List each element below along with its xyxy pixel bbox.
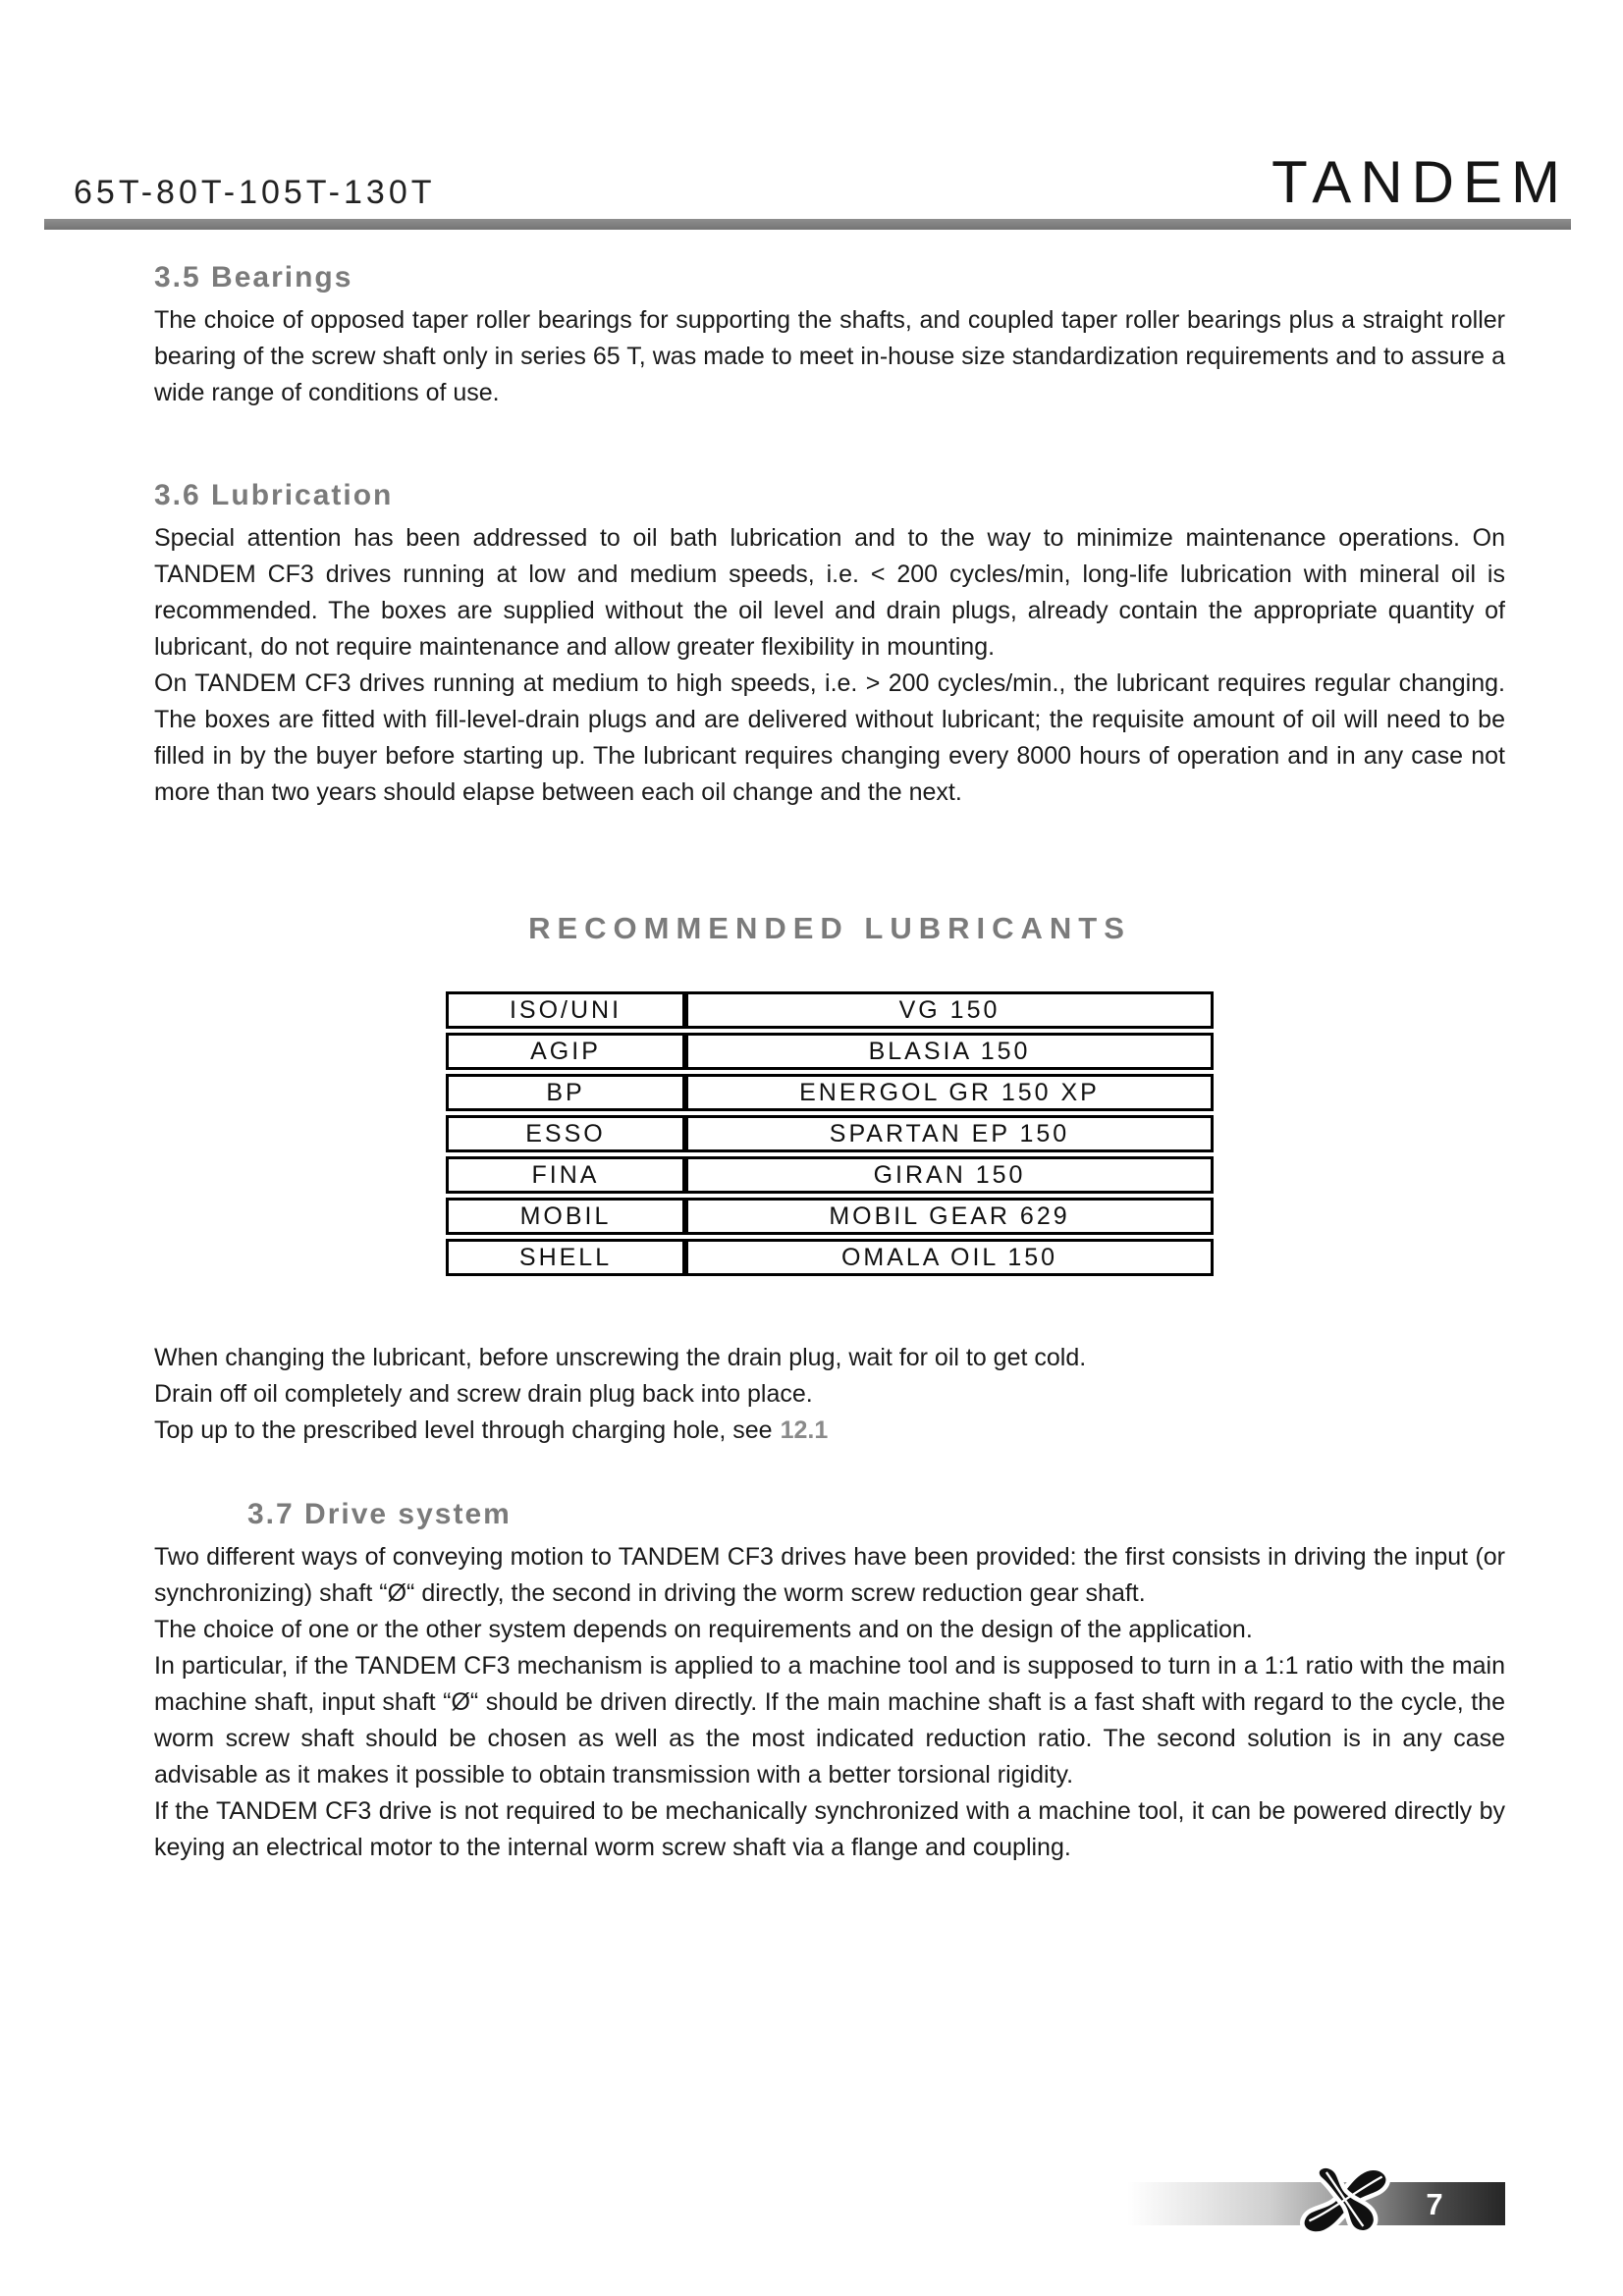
table-row	[446, 1074, 1214, 1111]
brand-cell: SHELL	[446, 1239, 685, 1276]
page-header	[74, 149, 1569, 215]
lubricants-table	[446, 988, 1214, 1280]
table-row	[446, 1115, 1214, 1152]
product-cell: MOBIL GEAR 629	[685, 1198, 1214, 1235]
section-heading-bearings: 3.5 Bearings	[154, 261, 353, 294]
note-line-1: When changing the lubricant, before unscrewing the drain plug, wait for oil to get cold.	[154, 1344, 1087, 1371]
brand-cell: BP	[446, 1074, 685, 1111]
page-number: 7	[1426, 2187, 1443, 2221]
drive-paragraph-4: If the TANDEM CF3 drive is not required to be mechanically synchronized with a machine tool, it can be powered directly by keying an electrical motor to the internal worm screw shaft via a flange and coupling.	[154, 1797, 1505, 1861]
drive-paragraph-3: In particular, if the TANDEM CF3 mechanism is applied to a machine tool and is supposed to turn in a 1:1 ratio with the main machine shaft, input shaft “Ø“ should be driven directly. If the main machine shaft is a fast shaft with regard to the cycle, the worm screw shaft should be chosen as well as the most indicated reduction ratio. The second solution is in any case advisable as it makes it possible to obtain transmission with a better torsional rigidity.	[154, 1652, 1505, 1789]
knot-logo-icon	[1292, 2163, 1400, 2245]
table-row	[446, 1156, 1214, 1194]
product-cell: OMALA OIL 150	[685, 1239, 1214, 1276]
table-row	[446, 1198, 1214, 1235]
brand-cell: ESSO	[446, 1115, 685, 1152]
section-12-1-reference[interactable]: 12.1	[780, 1416, 829, 1444]
section-lubrication	[154, 479, 1505, 811]
lubricant-notes	[154, 1340, 1505, 1449]
lubrication-paragraph-1: Special attention has been addressed to oil bath lubrication and to the way to minimize maintenance operations. On TANDEM CF3 drives running at low and medium speeds, i.e. < 200 cycles/min, long-life lubrication with mineral oil is recommended. The boxes are supplied without the oil level and drain plugs, already contain the appropriate quantity of lubricant, do not require maintenance and allow greater flexibility in mounting.	[154, 524, 1505, 661]
header-rule	[44, 219, 1571, 230]
product-cell: ENERGOL GR 150 XP	[685, 1074, 1214, 1111]
brand-cell: ISO/UNI	[446, 991, 685, 1029]
note-line-3	[154, 1413, 1505, 1449]
model-range-title: 65T-80T-105T-130T	[74, 174, 436, 211]
product-cell: VG 150	[685, 991, 1214, 1029]
table-row	[446, 1239, 1214, 1276]
footer-bar	[1127, 2182, 1505, 2225]
section-heading-lubrication: 3.6 Lubrication	[154, 479, 394, 511]
brand-cell: AGIP	[446, 1033, 685, 1070]
table-row	[446, 1033, 1214, 1070]
brand-cell: FINA	[446, 1156, 685, 1194]
section-drive-system	[154, 1498, 1505, 1866]
lubrication-paragraph-2: On TANDEM CF3 drives running at medium to high speeds, i.e. > 200 cycles/min., the lubricant requires regular changing. The boxes are fitted with fill-level-drain plugs and are delivered without lubricant; the requisite amount of oil will need to be filled in by the buyer before starting up. The lubricant requires changing every 8000 hours of operation and in any case not more than two years should elapse between each oil change and the next.	[154, 669, 1505, 806]
brand-title: TANDEM	[1271, 149, 1569, 215]
drive-paragraph-2: The choice of one or the other system depends on requirements and on the design of the application.	[154, 1616, 1253, 1643]
note-line-2: Drain off oil completely and screw drain plug back into place.	[154, 1380, 813, 1408]
product-cell: SPARTAN EP 150	[685, 1115, 1214, 1152]
table-row	[446, 991, 1214, 1029]
lubricants-block	[154, 911, 1505, 1280]
bearings-paragraph: The choice of opposed taper roller bearings for supporting the shafts, and coupled taper roller bearings plus a straight roller bearing of the screw shaft only in series 65 T, was made to meet in-house size standardization requirements and to assure a wide range of conditions of use.	[154, 306, 1505, 406]
note-line-3-text: Top up to the prescribed level through charging hole, see	[154, 1416, 773, 1444]
section-heading-drive-system: 3.7 Drive system	[247, 1498, 512, 1530]
section-bearings	[154, 261, 1505, 411]
lubricants-title: RECOMMENDED LUBRICANTS	[528, 911, 1131, 945]
product-cell: GIRAN 150	[685, 1156, 1214, 1194]
drive-paragraph-1: Two different ways of conveying motion to TANDEM CF3 drives have been provided: the first consists in driving the input (or synchronizing) shaft “Ø“ directly, the second in driving the worm screw reduction gear shaft.	[154, 1543, 1505, 1607]
product-cell: BLASIA 150	[685, 1033, 1214, 1070]
brand-cell: MOBIL	[446, 1198, 685, 1235]
